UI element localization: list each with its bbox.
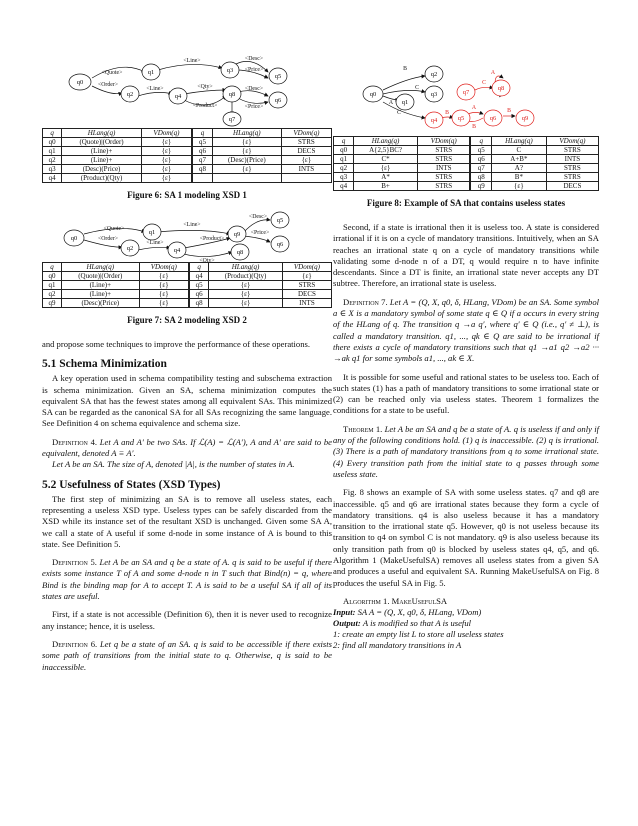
fig8-edge-label: A <box>388 100 394 106</box>
table-cell: q2 <box>334 164 354 173</box>
fig6-label-q3: q3 <box>226 67 234 74</box>
table-header: VDom(q) <box>141 129 192 138</box>
table-row <box>43 147 332 156</box>
table-cell: STRS <box>282 281 331 290</box>
table-cell: q5 <box>189 281 209 290</box>
fig8-edge-label: C <box>482 80 486 86</box>
table-cell: INTS <box>546 155 598 164</box>
fig8-label: q9 <box>521 115 529 122</box>
definition-head: Definition 4. <box>52 436 98 447</box>
table-cell: A{2,5}BC? <box>354 146 418 155</box>
figure-6-diagram <box>42 0 332 128</box>
table-cell: q8 <box>192 165 212 174</box>
table-cell: q1 <box>334 155 354 164</box>
table-cell: A? <box>491 164 546 173</box>
algorithm-output-text: A is modified so that A is useful <box>362 617 472 628</box>
table-row <box>43 299 332 308</box>
fig7-edge-label: <Desc> <box>248 214 268 220</box>
fig6-edge-label: <Product> <box>192 103 218 109</box>
fig8-edge-label: B <box>472 124 476 130</box>
figure-8-caption: Figure 8: Example of SA that contains useless states <box>366 198 566 208</box>
table-cell: B* <box>491 173 546 182</box>
table-cell: {ε} <box>139 272 189 281</box>
fig6-label-q2: q2 <box>126 91 134 98</box>
table-cell: B+ <box>354 182 418 191</box>
table-header: q <box>43 129 62 138</box>
fig8-edge-label: A <box>490 70 496 76</box>
definition-text: Let A be an SA and q be a state of A. q is said to be useful if there exists some instance T of A and some d-node n in T such that Bind(n) = q, where Bind is the binding map for A to accept T. A is said to be a useful SA if all of its states are useful. <box>42 557 332 602</box>
fig6-edge-label: <Qty> <box>197 84 213 90</box>
table-cell: {ε} <box>491 182 546 191</box>
table-row <box>43 281 332 290</box>
fig6-label-q6: q6 <box>274 97 282 104</box>
table-cell: STRS <box>546 146 598 155</box>
table-cell: A* <box>354 173 418 182</box>
table-cell: q3 <box>43 165 62 174</box>
table-cell: q0 <box>43 138 62 147</box>
table-header: VDom(q) <box>282 263 331 272</box>
algorithm-1 <box>333 596 599 651</box>
table-cell: q6 <box>189 290 209 299</box>
definition-head: Definition 7. <box>343 296 388 307</box>
fig8-edge-label: B <box>445 110 449 116</box>
table-cell: INTS <box>282 299 331 308</box>
table-cell <box>212 174 281 183</box>
algorithm-input-label: Input: <box>333 606 356 617</box>
table-header: q <box>43 263 62 272</box>
table-cell: STRS <box>417 146 470 155</box>
definition-4 <box>42 437 332 460</box>
fig6-label-q7: q7 <box>228 116 236 123</box>
table-row <box>43 156 332 165</box>
table-cell: STRS <box>281 138 331 147</box>
fig8-label: q8 <box>497 85 505 92</box>
table-row <box>43 290 332 299</box>
fig7-label: q6 <box>276 241 284 248</box>
table-cell: q2 <box>43 156 62 165</box>
algorithm-line: 1: create an empty list L to store all useless states <box>333 628 504 639</box>
right-column <box>333 0 599 826</box>
algorithm-input <box>333 607 599 618</box>
table-cell: {ε} <box>209 290 283 299</box>
table-cell: q5 <box>192 138 212 147</box>
table-cell: q6 <box>192 147 212 156</box>
table-cell: STRS <box>417 155 470 164</box>
table-header: HLang(q) <box>209 263 283 272</box>
paragraph: and propose some techniques to improve the performance of these operations. <box>42 339 310 349</box>
algorithm-line: 2: find all mandatory transitions in A <box>333 639 462 650</box>
fig7-label: q0 <box>70 235 78 242</box>
table-cell: (Line)+ <box>62 147 141 156</box>
fig7-label: q5 <box>276 217 284 224</box>
fig6-edge-label: <Line> <box>183 58 201 64</box>
fig8-label: q4 <box>430 117 438 124</box>
paragraph: Second, if a state is irrational then it is useless too. A state is considered irrational if it is on a cycle of mandatory transitions. Intuitively, when an SA reaches an irrational state q on a cycle of mandatory transitions while validating some d-node n of a DT, q would require n to have infinite descendants. Since a DT is finite, an irrational state never accepts any DT subtree. Therefore, an irrational state is useless. <box>333 222 599 289</box>
definition-text: Let A = (Q, X, q0, δ, HLang, VDom) be an SA. Some symbol a ∈ X is a mandatory symbol of some state q ∈ Q if a occurs in every string of the HLang of q. The transition q →a q′, where q′ ∈ Q (i.e., q′ ≠ ⊥), is called a mandatory transition. q1, ..., qk ∈ Q are said to be irrational if there exists a cycle of mandatory transitions such that q1 →a1 q2 →a2 ··· →ak q1 for some symbols a1, ..., ak ∈ X. <box>333 296 600 364</box>
definition-7 <box>333 297 599 365</box>
fig6-label-q1: q1 <box>147 69 155 76</box>
paragraph: First, if a state is not accessible (Definition 6), then it is never used to recognize any instance; hence, it is useless. <box>42 609 332 631</box>
table-cell: (Quote)|(Order) <box>61 272 139 281</box>
table-cell: q4 <box>334 182 354 191</box>
table-header: VDom(q) <box>417 137 470 146</box>
algorithm-output-label: Output: <box>333 617 361 628</box>
table-row <box>334 173 599 182</box>
table-header: HLang(q) <box>491 137 546 146</box>
table-header: HLang(q) <box>62 129 141 138</box>
table-cell: (Line)+ <box>61 290 139 299</box>
algorithm-input-text: SA A = (Q, X, q0, δ, HLang, VDom) <box>357 606 482 617</box>
fig6-edge-label: <Desc> <box>244 86 264 92</box>
table-cell: DECS <box>546 182 598 191</box>
table-cell: {ε} <box>141 174 192 183</box>
table-header: VDom(q) <box>139 263 189 272</box>
table-cell: (Quote)|(Order) <box>62 138 141 147</box>
table-cell: q0 <box>43 272 62 281</box>
table-cell: q1 <box>43 281 62 290</box>
table-row <box>334 155 599 164</box>
table-cell: (Line)+ <box>61 281 139 290</box>
table-header: q <box>470 137 491 146</box>
table-cell: q1 <box>43 147 62 156</box>
fig7-edge-label: <Price> <box>250 230 270 236</box>
table-cell: {ε} <box>282 272 331 281</box>
definition-text: Let A be an SA. The size of A, denoted |A|, is the number of states in A. <box>52 459 295 470</box>
table-cell: DECS <box>281 147 331 156</box>
table-header: q <box>192 129 212 138</box>
fig7-edge-label: <Order> <box>97 236 119 242</box>
table-cell: {ε} <box>212 138 281 147</box>
table-row <box>43 138 332 147</box>
table-cell: {ε} <box>139 299 189 308</box>
fig6-edge-label: <Price> <box>244 67 264 73</box>
fig7-edge-label: <Product> <box>199 236 225 242</box>
table-cell: STRS <box>417 173 470 182</box>
fig6-edge-label: <Order> <box>97 82 119 88</box>
definition-text: Let q be a state of an SA. q is said to be accessible if there exists some path of transitions from the initial state to q. Otherwise, q is said to be inaccessible. <box>42 638 332 672</box>
table-cell: C* <box>354 155 418 164</box>
fig8-label: q0 <box>369 91 377 98</box>
table-cell: q9 <box>43 299 62 308</box>
section-heading-5-2: 5.2 Usefulness of States (XSD Types) <box>42 478 221 491</box>
fig6-edge-label: <Desc> <box>244 56 264 62</box>
table-cell: q6 <box>470 155 491 164</box>
figure-6-table <box>42 128 332 183</box>
fig7-edge-label: <Line> <box>183 222 201 228</box>
table-cell: (Desc)(Price) <box>62 165 141 174</box>
fig7-label: q9 <box>233 231 241 238</box>
figure-8-diagram <box>333 58 599 130</box>
table-cell: {ε} <box>281 156 331 165</box>
table-cell: q5 <box>470 146 491 155</box>
table-cell: C <box>491 146 546 155</box>
table-header: HLang(q) <box>212 129 281 138</box>
table-cell: q7 <box>470 164 491 173</box>
table-cell: {ε} <box>141 165 192 174</box>
fig7-label: q8 <box>236 249 244 256</box>
table-cell: q8 <box>189 299 209 308</box>
fig6-edge-label: <Line> <box>146 86 164 92</box>
fig8-edge-label: A <box>471 105 477 111</box>
section-heading-5-1: 5.1 Schema Minimization <box>42 358 167 371</box>
algorithm-output <box>333 618 599 629</box>
paragraph: The first step of minimizing an SA is to remove all useless states, each representing a useless XSD type. Useless types can be safely discarded from the XSD while its instance set of the resultant XSD is unchanged. Given some SA A, we call a state of A useful if some d-node in some instance of A is bound to this state. See Definition 5. <box>42 493 332 549</box>
table-cell: {ε} <box>209 299 283 308</box>
fig8-label: q6 <box>489 115 497 122</box>
paragraph: Fig. 8 shows an example of SA with some useless states. q7 and q8 are inaccessible. q5 and q6 are irrational states because they form a cycle of mandatory transitions. q4 is also useless because it has a mandatory transition to the irrational state q5. However, q0 is not useless because its transition to q4 on symbol C is not mandatory. q9 is also useless because its only transition path from q0 is blocked by useless states q4, q5, and q6. Algorithm 1 (MakeUsefulSA) removes all useless states from a given SA and produces a useful and equivalent SA. Running MakeUsefulSA on Fig. 8 produces the useful SA in Fig. 5. <box>333 487 599 588</box>
theorem-head: Theorem 1. <box>343 423 383 434</box>
table-header: HLang(q) <box>354 137 418 146</box>
table-cell: {ε} <box>209 281 283 290</box>
fig8-label: q3 <box>430 91 438 98</box>
table-header: q <box>189 263 209 272</box>
table-cell: {ε} <box>139 290 189 299</box>
paragraph: It is possible for some useful and rational states to be useless too. Each of such states (1) has a path of mandatory transitions to some irrational state or (2) can be reached only via useless states. Theorem 1 formalizes the conditions for a state to be useful. <box>333 371 599 416</box>
figure-7-table <box>42 262 332 308</box>
table-cell: q2 <box>43 290 62 299</box>
fig6-label-q8: q8 <box>228 91 236 98</box>
fig6-edge-label: <Price> <box>244 104 264 110</box>
table-cell: {ε} <box>141 138 192 147</box>
table-cell: q9 <box>470 182 491 191</box>
definition-6 <box>42 639 332 673</box>
table-cell: {ε} <box>212 165 281 174</box>
table-cell: q4 <box>189 272 209 281</box>
table-cell: q7 <box>192 156 212 165</box>
fig8-edge-label: C <box>415 85 419 91</box>
fig7-edge-label: <Quote> <box>103 226 125 232</box>
figure-6-caption: Figure 6: SA 1 modeling XSD 1 <box>127 190 247 200</box>
table-cell: {ε} <box>139 281 189 290</box>
table-cell: {ε} <box>141 156 192 165</box>
table-row <box>334 182 599 191</box>
table-cell: q4 <box>43 174 62 183</box>
definition-text: Let A and A′ be two SAs. If ℒ(A) = ℒ(A′), A and A′ are said to be equivalent, denoted A ≡ A′. <box>42 436 332 459</box>
fig6-edge-label: <Quote> <box>101 70 123 76</box>
fig8-edge-label: B <box>507 108 511 114</box>
definition-head: Definition 6. <box>52 638 98 649</box>
table-header: VDom(q) <box>546 137 598 146</box>
table-cell: q3 <box>334 173 354 182</box>
table-cell: STRS <box>417 182 470 191</box>
theorem-text: Let A be an SA and q be a state of A. q is useless if and only if any of the following conditions hold. (1) q is inaccessible. (2) q is irrational. (3) There is a path of mandatory transitions from q to some irrational state. (4) Every transition path from the initial state to q passes through some useless state. <box>333 423 599 479</box>
table-header: q <box>334 137 354 146</box>
table-cell <box>192 174 212 183</box>
fig8-label: q5 <box>457 115 465 122</box>
table-cell: (Line)+ <box>62 156 141 165</box>
left-column <box>42 0 332 826</box>
fig6-label-q5: q5 <box>274 73 282 80</box>
fig7-edge-label: <Qty> <box>199 258 215 262</box>
table-cell: STRS <box>546 164 598 173</box>
table-cell: {ε} <box>141 147 192 156</box>
fig8-label: q7 <box>462 89 470 96</box>
table-cell: q8 <box>470 173 491 182</box>
table-cell: STRS <box>546 173 598 182</box>
definition-5 <box>42 557 332 602</box>
table-row <box>43 174 332 183</box>
fig6-label-q4: q4 <box>174 93 182 100</box>
table-row <box>43 272 332 281</box>
fig7-label: q4 <box>173 247 181 254</box>
table-cell: (Product)(Qty) <box>209 272 283 281</box>
table-row <box>334 164 599 173</box>
figure-7-caption: Figure 7: SA 2 modeling XSD 2 <box>127 315 247 325</box>
table-cell: A+B* <box>491 155 546 164</box>
table-cell: DECS <box>282 290 331 299</box>
algorithm-title <box>333 596 599 607</box>
table-cell: (Product)(Qty) <box>62 174 141 183</box>
table-cell: INTS <box>417 164 470 173</box>
definition-head: Definition 5. <box>52 557 97 568</box>
fig8-label: q1 <box>401 99 409 106</box>
fig8-edge-label: B <box>403 66 407 72</box>
table-cell: (Desc)(Price) <box>212 156 281 165</box>
table-cell: q0 <box>334 146 354 155</box>
theorem-1 <box>333 424 599 480</box>
fig8-label: q2 <box>430 71 438 78</box>
table-header: HLang(q) <box>61 263 139 272</box>
fig8-edge-label: C <box>397 110 401 116</box>
algorithm-title-text: Algorithm 1. MakeUsefulSA <box>343 595 448 606</box>
table-row <box>43 165 332 174</box>
table-row <box>334 146 599 155</box>
fig7-label: q1 <box>148 229 156 236</box>
fig7-edge-label: <Line> <box>146 240 164 246</box>
table-cell: (Desc)(Price) <box>61 299 139 308</box>
table-cell: {ε} <box>212 147 281 156</box>
fig6-label-q0: q0 <box>76 79 84 86</box>
figure-8-table <box>333 136 599 191</box>
table-cell: {ε} <box>354 164 418 173</box>
paragraph: A key operation used in schema compatibility testing and subschema extraction is schema minimization. Given an SA, schema minimization computes the equivalent SA that has the fewest states among all equivalent SAs. This minimized SA can be regarded as the canonical SA for all SAs recognizing the same language. See Definition 4 on schema equivalence and schema size. <box>42 373 332 429</box>
figure-7-diagram <box>42 210 332 262</box>
fig7-label: q2 <box>126 245 134 252</box>
table-cell: INTS <box>281 165 331 174</box>
table-header: VDom(q) <box>281 129 331 138</box>
table-cell <box>281 174 331 183</box>
